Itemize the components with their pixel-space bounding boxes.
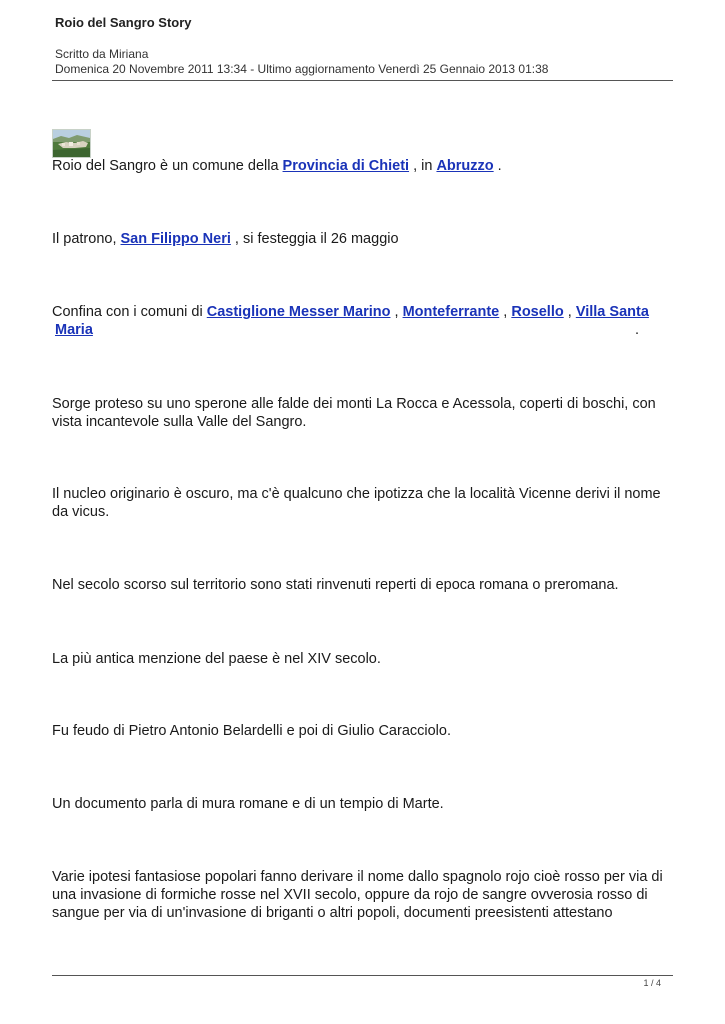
- paragraph-origin: Il nucleo originario è oscuro, ma c'è qualcuno che ipotizza che la località Vicenne derivi il nome da vicus.: [52, 486, 661, 520]
- link-monteferrante[interactable]: Monteferrante: [402, 304, 500, 320]
- footer-divider: [52, 975, 673, 976]
- link-san-filippo-neri[interactable]: San Filippo Neri: [120, 231, 231, 247]
- paragraph-location: Roio del Sangro è un comune della Provincia di Chieti , in Abruzzo .: [52, 158, 502, 174]
- link-abruzzo[interactable]: Abruzzo: [436, 158, 494, 174]
- header-divider: [52, 80, 673, 81]
- paragraph-roman-walls: Un documento parla di mura romane e di un tempio di Marte.: [52, 796, 444, 812]
- link-provincia-di-chieti[interactable]: Provincia di Chieti: [282, 158, 410, 174]
- link-villa-santa-maria[interactable]: Villa Santa: [575, 304, 649, 320]
- link-rosello[interactable]: Rosello: [511, 304, 564, 320]
- village-photo-thumbnail: [52, 129, 91, 158]
- paragraph-geography: Sorge proteso su uno sperone alle falde dei monti La Rocca e Acessola, coperti di boschi, con vista incantevole sulla Valle del Sangro.: [52, 396, 656, 430]
- author-line: Scritto da Miriana: [55, 47, 149, 61]
- page-indicator: 1 / 4: [643, 978, 661, 988]
- borders-period: .: [635, 322, 640, 338]
- document-meta: [55, 47, 548, 77]
- paragraph-patron: Il patrono, San Filippo Neri , si festeggia il 26 maggio: [52, 231, 399, 247]
- paragraph-first-mention: La più antica menzione del paese è nel XIV secolo.: [52, 651, 381, 667]
- paragraph-name-hypotheses: Varie ipotesi fantasiose popolari fanno derivare il nome dallo spagnolo rojo cioè rosso per via di una invasione di formiche rosse nel XVII secolo, oppure da rojo de sangre ovverosia rosso di sangue per via di un'invasione di briganti o altri popoli, documenti preesistenti attestano: [52, 869, 663, 921]
- date-line: Domenica 20 Novembre 2011 13:34 - Ultimo aggiornamento Venerdì 25 Gennaio 2013 01:38: [55, 62, 549, 76]
- document-title: Roio del Sangro Story: [55, 15, 192, 30]
- paragraph-borders: Confina con i comuni di Castiglione Messer Marino , Monteferrante , Rosello , Villa Santa Maria .: [52, 304, 649, 338]
- paragraph-feud: Fu feudo di Pietro Antonio Belardelli e poi di Giulio Caracciolo.: [52, 723, 451, 739]
- landscape-photo-icon: [53, 130, 90, 157]
- link-castiglione-messer-marino[interactable]: Castiglione Messer Marino: [206, 304, 391, 320]
- link-villa-santa-maria-continued[interactable]: Maria: [55, 322, 93, 338]
- paragraph-findings: Nel secolo scorso sul territorio sono stati rinvenuti reperti di epoca romana o preromana.: [52, 577, 619, 593]
